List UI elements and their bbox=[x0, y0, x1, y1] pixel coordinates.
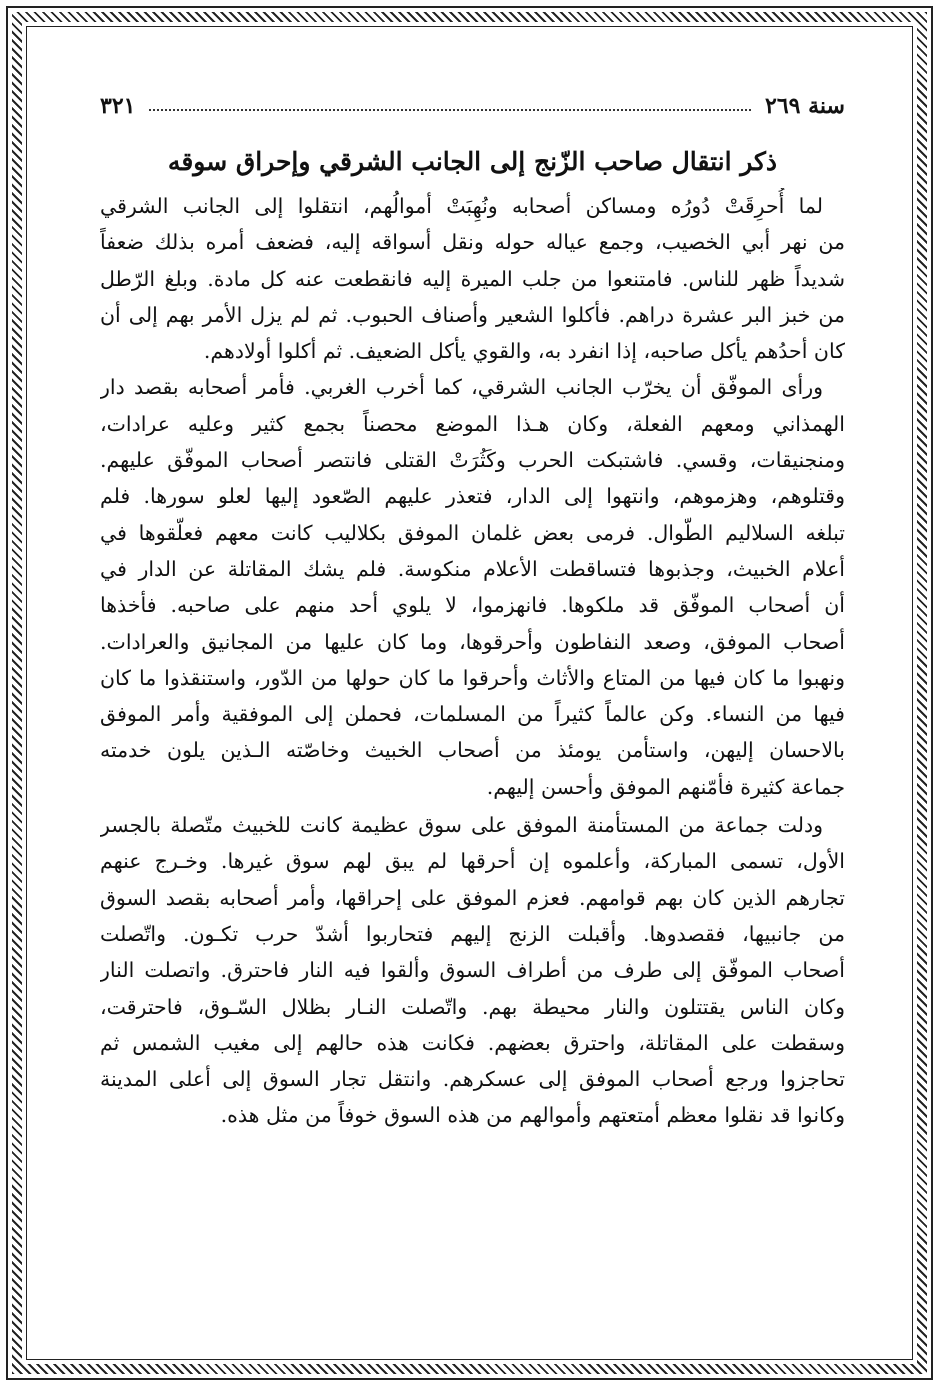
text-line: تحاجزوا ورجع أصحاب الموفق إلى عسكرهم. وانتقل تجار السوق إلى أعلى المدينة bbox=[100, 1067, 845, 1092]
text-line: من جانبيها، فقصدوها. وأقبلت الزنج إليهم فتحاربوا أشدّ حرب تكـون. واتّصلت bbox=[100, 921, 845, 946]
text-line: شديداً ظهر للناس. فامتنعوا من جلب الميرة إليه فانقطعت عنه كل مادة. وبلغ الرّطل bbox=[100, 266, 845, 291]
text-line: وكانوا قد نقلوا معظم أمتعتهم وأموالهم من هذه السوق خوفاً من مثل هذه. bbox=[220, 1103, 845, 1128]
book-page bbox=[100, 88, 845, 1134]
text-line: تبلغه السلاليم الطّوال. فرمى بعض غلمان الموفق بكلاليب كانت معهم فعلّقوها في bbox=[100, 520, 845, 545]
text-line: كان أحدُهم يأكل صاحبه، إذا انفرد به، والقوي يأكل الضعيف. ثم أكلوا أولادهم. bbox=[203, 339, 845, 364]
text-line: أصحاب الموفّق إلى طرف من أطراف السوق وألقوا فيه النار فاحترق. واتصلت النار bbox=[100, 958, 845, 983]
text-line: الهمذاني ومعهم الفعلة، وكان هـذا الموضع محصناً بجمع كثير وعليه عرادات، bbox=[100, 411, 845, 436]
text-line: ودلت جماعة من المستأمنة الموفق على سوق عظيمة كانت للخبيث متّصلة بالجسر bbox=[100, 813, 823, 838]
text-line: فيها من النساء. وكن عالماً كثيراً من المسلمات، فحملن إلى الموفقية وأمر الموفق bbox=[100, 702, 845, 727]
text-line: لما أُحرِقَتْ دُورُه ومساكن أصحابه ونُهِبَتْ أموالُهم، انتقلوا إلى الجانب الشرقي bbox=[100, 194, 823, 218]
text-line: جماعة كثيرة فأمّنهم الموفق وأحسن إليهم. bbox=[486, 774, 845, 799]
running-head bbox=[100, 88, 845, 124]
body-text bbox=[100, 188, 845, 1134]
text-line: ومنجنيقات، وقسي. فاشتبكت الحرب وكَثُرَتْ القتلى فانتصر أصحاب الموفّق عليهم. bbox=[100, 448, 845, 473]
text-line: أصحاب الموفق، وصعد النفاطون وأحرقوها، وما كان عليها من المجانيق والعرادات. bbox=[100, 629, 845, 654]
text-line: بالاحسان إليهن، واستأمن يومئذ من أصحاب الخبيث وخاصّته الـذين يلون خدمته bbox=[100, 738, 845, 763]
paragraph bbox=[100, 807, 845, 1134]
text-line: ونهبوا ما كان فيها من المتاع والأثاث وأحرقوا ما كان حولها من الدّور، واستنقذوا ما كان bbox=[100, 665, 845, 690]
text-line: من نهر أبي الخصيب، وجمع عياله حوله ونقل أسواقه إليه، فضعف أمره بذلك ضعفاً bbox=[100, 230, 845, 255]
text-line: وقتلوهم، وهزموهم، وانتهوا إلى الدار، فتعذر عليهم الصّعود إليها لعلو سورها. فلم bbox=[100, 484, 845, 509]
chapter-title: ذكر انتقال صاحب الزّنج إلى الجانب الشرقي وإحراق سوقه bbox=[167, 147, 778, 176]
text-line: وكان الناس يقتتلون والنار محيطة بهم. واتّصلت النـار بظلال السّـوق، فاحترقت، bbox=[100, 994, 845, 1019]
text-line: ورأى الموفّق أن يخرّب الجانب الشرقي، كما أخرب الغربي. فأمر أصحابه بقصد دار bbox=[100, 375, 823, 400]
text-line: من خبز البر عشرة دراهم. فأكلوا الشعير وأصناف الحبوب. ثم لم يزل الأمر بهم إلى أن bbox=[100, 302, 845, 327]
text-line: الأول، تسمى المباركة، وأعلموه إن أحرقها لم يبق لهم سوق غيرها. وخـرج عنهم bbox=[100, 849, 845, 874]
text-line: تجارهم الذين كان بهم قوامهم. فعزم الموفق على إحراقها، وأمر أصحابه بقصد السوق bbox=[100, 885, 845, 910]
running-head-leader-dots bbox=[149, 109, 751, 111]
text-line: أعلام الخبيث، وجذبوها فتساقطت الأعلام منكوسة. فلم يشك المقاتلة عن الدار في bbox=[100, 556, 845, 581]
running-head-year: سنة ٢٦٩ bbox=[765, 93, 845, 119]
paragraph bbox=[100, 369, 845, 805]
paragraph bbox=[100, 188, 845, 369]
page-number: ٣٢١ bbox=[100, 93, 136, 119]
text-line: أن أصحاب الموفّق قد ملكوها. فانهزموا، لا يلوي أحد منهم على صاحبه. فأخذها bbox=[100, 593, 845, 618]
text-line: وسقطت على المقاتلة، واحترق بعضهم. فكانت هذه حالهم إلى مغيب الشمس ثم bbox=[100, 1030, 845, 1055]
